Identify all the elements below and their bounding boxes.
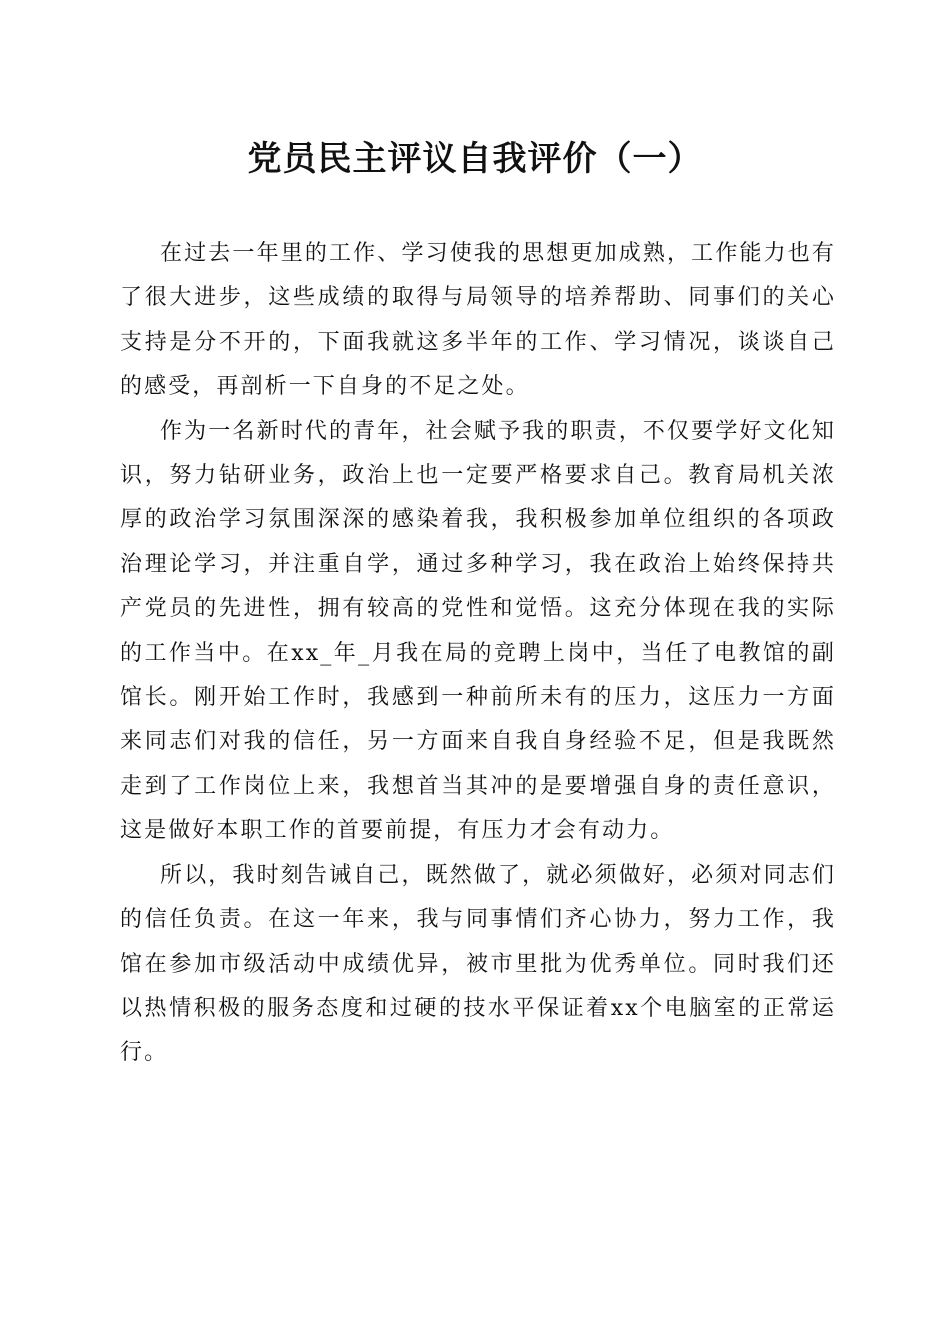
document-body xyxy=(120,232,836,1076)
paragraph-1: 在过去一年里的工作、学习使我的思想更加成熟，工作能力也有了很大进步，这些成绩的取得与局领导的培养帮助、同事们的关心支持是分不开的，下面我就这多半年的工作、学习情况，谈谈自己的感受，再剖析一下自身的不足之处。 xyxy=(120,241,836,400)
paragraph-2: 作为一名新时代的青年，社会赋予我的职责，不仅要学好文化知识，努力钻研业务，政治上也一定要严格要求自己。教育局机关浓厚的政治学习氛围深深的感染着我，我积极参加单位组织的各项政治理论学习，并注重自学，通过多种学习，我在政治上始终保持共产党员的先进性，拥有较高的党性和觉悟。这充分体现在我的实际的工作当中。在xx_年_月我在局的竞聘上岗中，当任了电教馆的副馆长。刚开始工作时，我感到一种前所未有的压力，这压力一方面来同志们对我的信任，另一方面来自我自身经验不足，但是我既然走到了工作岗位上来，我想首当其冲的是要增强自身的责任意识，这是做好本职工作的首要前提，有压力才会有动力。 xyxy=(120,418,836,844)
document-title: 党员民主评议自我评价（一） xyxy=(247,139,703,179)
paragraph-3: 所以，我时刻告诫自己，既然做了，就必须做好，必须对同志们的信任负责。在这一年来，我与同事情们齐心协力，努力工作，我馆在参加市级活动中成绩优异，被市里批为优秀单位。同时我们还以热情积极的服务态度和过硬的技水平保证着xx个电脑室的正常运行。 xyxy=(120,862,836,1066)
